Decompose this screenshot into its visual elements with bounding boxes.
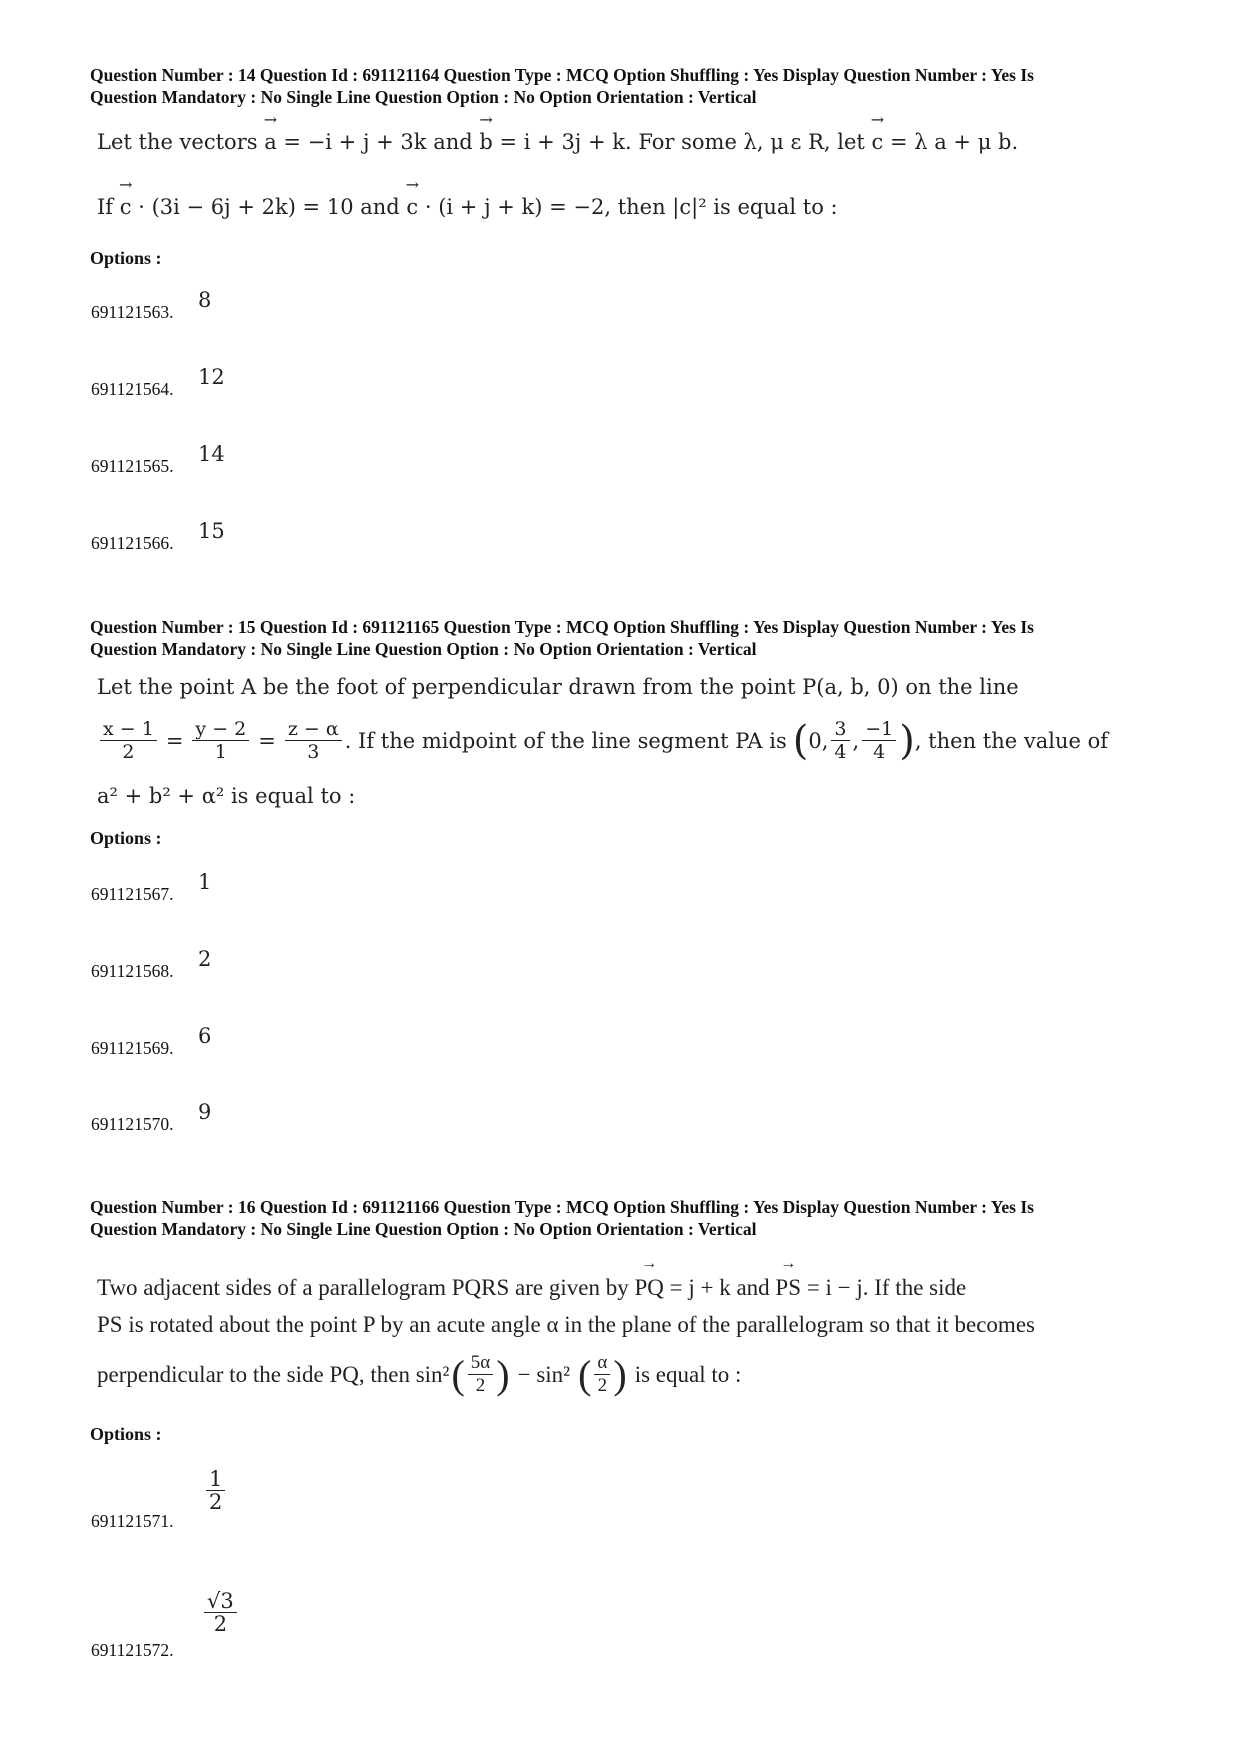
question-text: · (i + j + k) = −2, then |c|² is equal to : <box>424 195 838 219</box>
question-text: − sin² <box>517 1361 571 1387</box>
option-value[interactable]: 1 <box>198 870 212 894</box>
question-15-meta <box>90 616 1170 660</box>
fraction: $\frac{5\alpha}{2}$ <box>468 1352 493 1397</box>
question-text: = j + k and <box>669 1275 770 1300</box>
question-14-text-line-2 <box>97 195 1167 219</box>
question-meta-line: Question Mandatory : No Single Line Question Option : No Option Orientation : Vertical <box>90 87 757 107</box>
question-meta-line: Question Mandatory : No Single Line Question Option : No Option Orientation : Vertical <box>90 1219 757 1239</box>
question-text: = i − j. If the side <box>806 1275 967 1300</box>
option-value[interactable] <box>201 1590 240 1635</box>
option-id: 691121567. <box>91 884 174 904</box>
vector-a: → a <box>264 130 277 154</box>
vector-b: → b <box>479 130 492 154</box>
question-16-text-line-2: PS is rotated about the point P by an acute angle α in the plane of the parallelogram so that it becomes <box>97 1312 1035 1337</box>
option-value[interactable]: 12 <box>198 365 225 389</box>
vector-c: → c <box>406 195 418 219</box>
vector-pq: → PQ <box>634 1275 663 1301</box>
fraction: $\frac{x - 1}{2}$ <box>100 718 157 763</box>
option-id: 691121572. <box>91 1640 174 1660</box>
question-16-meta <box>90 1196 1170 1240</box>
vector-ps: → PS <box>775 1275 801 1301</box>
fraction: $\frac{z - \alpha}{3}$ <box>285 718 342 763</box>
option-id: 691121563. <box>91 302 174 322</box>
option-id: 691121564. <box>91 379 174 399</box>
question-text: If <box>97 195 114 219</box>
option-id: 691121570. <box>91 1114 174 1134</box>
vector-c: → c <box>872 130 884 154</box>
option-value[interactable]: 9 <box>198 1100 212 1124</box>
option-id: 691121565. <box>91 456 174 476</box>
fraction: $\frac{\alpha}{2}$ <box>594 1352 610 1397</box>
fraction: $\frac{-1}{4}$ <box>862 718 896 763</box>
fraction: $\frac{3}{4}$ <box>831 718 849 763</box>
option-value[interactable]: 14 <box>198 442 225 466</box>
options-label: Options : <box>90 828 162 848</box>
option-value[interactable]: 2 <box>198 947 212 971</box>
option-value[interactable]: 6 <box>198 1024 212 1048</box>
fraction: $\frac{y - 2}{1}$ <box>192 718 249 763</box>
question-text: 0, <box>808 728 829 753</box>
question-text: · (3i − 6j + 2k) = 10 and <box>138 195 400 219</box>
question-text: . If the midpoint of the line segment PA is <box>344 728 787 753</box>
question-meta-line: Question Number : 16 Question Id : 691121166 Question Type : MCQ Option Shuffling : Yes Display Question Number : Yes Is <box>90 1197 1034 1217</box>
question-text: Let the vectors <box>97 130 258 154</box>
question-15-text-line-1: Let the point A be the foot of perpendicular drawn from the point P(a, b, 0) on the line <box>97 675 1019 699</box>
question-text: Two adjacent sides of a parallelogram PQRS are given by <box>97 1275 629 1300</box>
question-15-text-line-2: $\frac{x - 1}{2}$ = $\frac{y - 2}{1}$ = $\frac{z - \alpha}{3}$ . If the midpoint of the line segment PA is ( 0, $\frac{3}{4}$ , $\frac{-1}{4}$ ) , then the value of <box>97 718 1167 763</box>
option-id: 691121569. <box>91 1038 174 1058</box>
vector-c: → c <box>120 195 132 219</box>
question-text: perpendicular to the side PQ, then sin² <box>97 1361 450 1387</box>
option-value[interactable] <box>203 1468 228 1513</box>
option-value[interactable]: 15 <box>198 519 225 543</box>
option-id: 691121571. <box>91 1511 174 1531</box>
question-14-meta <box>90 64 1170 108</box>
question-15-text-line-3: a² + b² + α² is equal to : <box>97 784 356 808</box>
question-14-text-line-1 <box>97 130 1167 154</box>
question-text: = −i + j + 3k <box>283 130 427 154</box>
question-16-text-line-3: perpendicular to the side PQ, then sin² ( $\frac{5\alpha}{2}$ ) − sin² ( $\frac{\alpha}{2}$ ) is equal to : <box>97 1351 742 1397</box>
question-text: and <box>433 130 473 154</box>
question-16-text-line-1 <box>97 1275 1167 1301</box>
fraction: $\frac{1}{2}$ <box>206 1468 225 1513</box>
question-text: = i + 3j + k. For some λ, μ ε R, let <box>499 130 865 154</box>
question-text: , then the value of <box>914 728 1108 753</box>
option-id: 691121568. <box>91 961 174 981</box>
fraction: $\frac{√3}{2}$ <box>204 1590 237 1635</box>
option-id: 691121566. <box>91 533 174 553</box>
question-text: = λ a + μ b. <box>889 130 1019 154</box>
option-value[interactable]: 8 <box>198 288 212 312</box>
question-meta-line: Question Mandatory : No Single Line Question Option : No Option Orientation : Vertical <box>90 639 757 659</box>
options-label: Options : <box>90 1424 162 1444</box>
options-label: Options : <box>90 248 162 268</box>
question-meta-line: Question Number : 15 Question Id : 691121165 Question Type : MCQ Option Shuffling : Yes Display Question Number : Yes Is <box>90 617 1034 637</box>
question-text: is equal to : <box>634 1361 742 1387</box>
question-meta-line: Question Number : 14 Question Id : 691121164 Question Type : MCQ Option Shuffling : Yes Display Question Number : Yes Is <box>90 65 1034 85</box>
